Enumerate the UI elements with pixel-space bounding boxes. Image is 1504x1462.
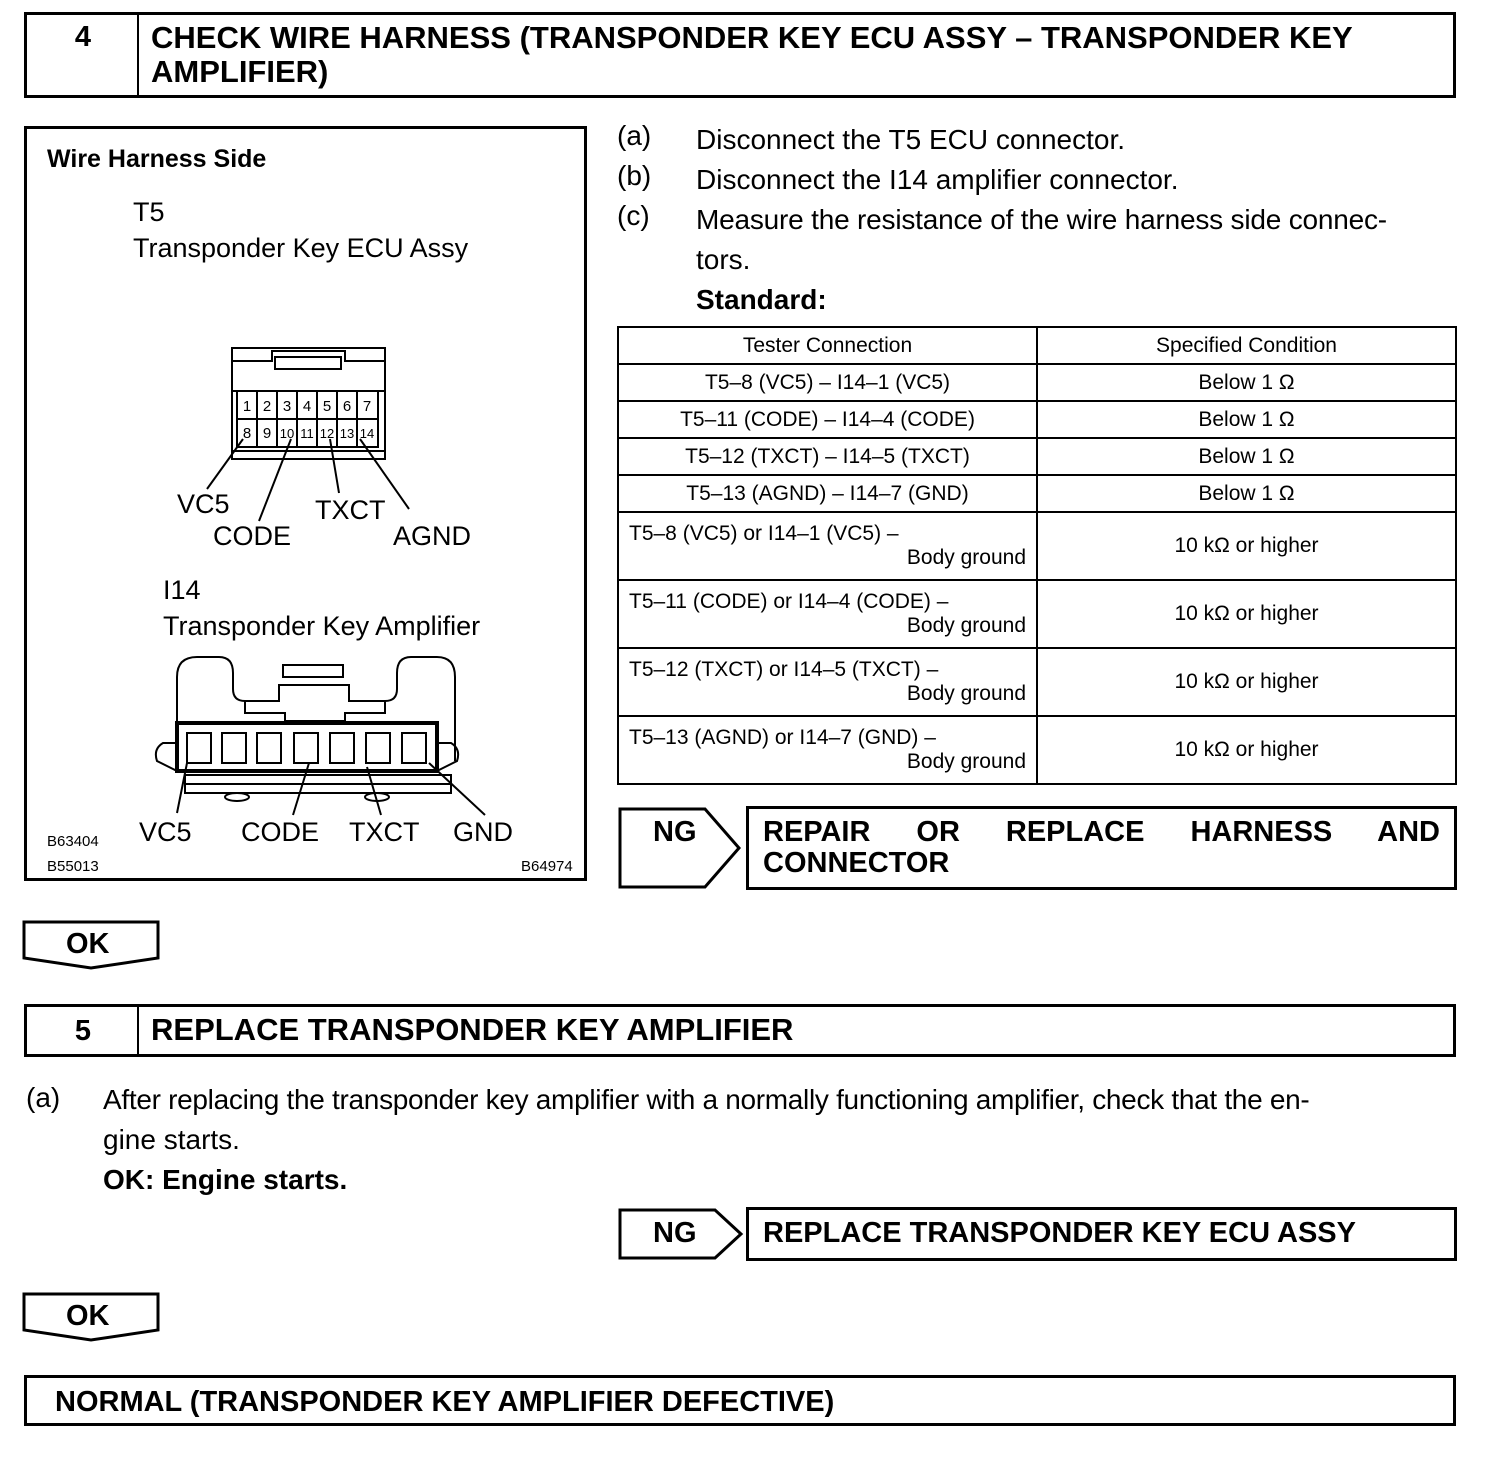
i14-name: Transponder Key Amplifier xyxy=(163,611,481,641)
ng1-label: NG xyxy=(653,816,697,848)
ok1-label: OK xyxy=(66,928,110,960)
row-connection xyxy=(618,512,1037,580)
row-connection xyxy=(618,716,1037,784)
row-connection-a: T5–12 (TXCT) or I14–5 (TXCT) – xyxy=(629,658,939,681)
row-connection: T5–8 (VC5) – I14–1 (VC5) xyxy=(618,364,1037,401)
spec-table xyxy=(617,326,1457,785)
row-condition: Below 1 Ω xyxy=(1037,475,1456,512)
t5-label-txct: TXCT xyxy=(315,495,386,525)
step4-header xyxy=(24,12,1456,98)
row-connection-a: T5–13 (AGND) or I14–7 (GND) – xyxy=(629,726,936,749)
t5-pin-6: 6 xyxy=(342,398,352,415)
final-result-text: NORMAL (TRANSPONDER KEY AMPLIFIER DEFECTIVE) xyxy=(55,1386,835,1418)
step5-number: 5 xyxy=(74,1015,92,1047)
instruction-b-text: Disconnect the I14 amplifier connector. xyxy=(696,164,1179,195)
t5-label-code: CODE xyxy=(213,521,292,551)
row-connection: T5–13 (AGND) – I14–7 (GND) xyxy=(618,475,1037,512)
ng2-result-box: REPLACE TRANSPONDER KEY ECU ASSY xyxy=(746,1207,1457,1261)
row-connection-a: T5–8 (VC5) or I14–1 (VC5) – xyxy=(629,522,899,545)
table-row xyxy=(618,475,1456,512)
t5-pin-14: 14 xyxy=(359,426,375,441)
step5-header xyxy=(24,1004,1456,1057)
row-condition: 10 kΩ or higher xyxy=(1037,512,1456,580)
table-row xyxy=(618,401,1456,438)
table-row xyxy=(618,438,1456,475)
step4-title: CHECK WIRE HARNESS (TRANSPONDER KEY ECU ASSY – TRANSPONDER KEY AMPLIFIER) xyxy=(151,20,1353,89)
row-connection-b: Body ground xyxy=(906,682,1026,705)
table-row xyxy=(618,716,1456,784)
row-condition: 10 kΩ or higher xyxy=(1037,580,1456,648)
t5-pin-11: 11 xyxy=(300,426,314,441)
row-connection-b: Body ground xyxy=(906,614,1026,637)
ref-b63404: B63404 xyxy=(47,833,99,850)
t5-pin-8: 8 xyxy=(242,425,252,442)
row-connection-b: Body ground xyxy=(906,750,1026,773)
wire-harness-diagram xyxy=(24,126,587,881)
t5-pin-2: 2 xyxy=(262,398,272,415)
t5-name: Transponder Key ECU Assy xyxy=(133,233,469,263)
step5-text-line1: After replacing the transponder key amplifier with a normally functioning amplifier, check that the en- xyxy=(103,1084,1310,1115)
t5-pin-10: 10 xyxy=(279,426,295,441)
diagram-heading: Wire Harness Side xyxy=(47,145,267,173)
table-row xyxy=(618,512,1456,580)
ref-b55013: B55013 xyxy=(47,858,99,875)
i14-label-vc5: VC5 xyxy=(139,817,192,847)
instruction-a-letter: (a) xyxy=(617,120,652,151)
instruction-c-text-line2: tors. xyxy=(696,244,751,275)
row-condition: Below 1 Ω xyxy=(1037,438,1456,475)
t5-pin-13: 13 xyxy=(339,426,355,441)
ng1-result-line2: CONNECTOR xyxy=(763,847,950,879)
t5-pin-9: 9 xyxy=(262,425,272,442)
instruction-b-letter: (b) xyxy=(617,160,652,191)
t5-pin-7: 7 xyxy=(362,398,372,415)
row-condition: Below 1 Ω xyxy=(1037,364,1456,401)
t5-pin-1: 1 xyxy=(242,398,252,415)
table-row xyxy=(618,364,1456,401)
ref-b64974: B64974 xyxy=(521,858,573,875)
row-connection xyxy=(618,580,1037,648)
step5-text-line2: gine starts. xyxy=(103,1124,240,1155)
row-condition: 10 kΩ or higher xyxy=(1037,716,1456,784)
header-tester-connection: Tester Connection xyxy=(618,327,1037,364)
t5-pin-3: 3 xyxy=(282,398,292,415)
step5-title: REPLACE TRANSPONDER KEY AMPLIFIER xyxy=(151,1012,794,1047)
row-connection xyxy=(618,648,1037,716)
table-row xyxy=(618,580,1456,648)
step4-divider xyxy=(137,15,139,95)
row-connection-a: T5–11 (CODE) or I14–4 (CODE) – xyxy=(629,590,949,613)
ng1-result-box xyxy=(746,806,1457,890)
step5-divider xyxy=(137,1007,139,1054)
step4-number: 4 xyxy=(74,21,92,53)
i14-label-txct: TXCT xyxy=(349,817,420,847)
row-condition: 10 kΩ or higher xyxy=(1037,648,1456,716)
table-header-row xyxy=(618,327,1456,364)
row-connection-b: Body ground xyxy=(906,546,1026,569)
t5-connector-drawing xyxy=(27,129,584,878)
row-connection: T5–11 (CODE) – I14–4 (CODE) xyxy=(618,401,1037,438)
t5-code: T5 xyxy=(133,197,165,227)
step5-ok-text: OK: Engine starts. xyxy=(103,1164,348,1195)
instruction-c-text-line1: Measure the resistance of the wire harness side connec- xyxy=(696,204,1387,235)
ok2-label: OK xyxy=(66,1300,110,1332)
t5-label-vc5: VC5 xyxy=(177,489,230,519)
i14-code: I14 xyxy=(163,575,201,605)
step5-letter: (a) xyxy=(26,1082,61,1113)
ng2-label: NG xyxy=(653,1217,697,1249)
t5-label-agnd: AGND xyxy=(393,521,472,551)
ng1-result-line1: REPAIR OR REPLACE HARNESS AND xyxy=(763,816,1440,848)
i14-label-gnd: GND xyxy=(453,817,513,847)
header-specified-condition: Specified Condition xyxy=(1037,327,1456,364)
instruction-a-text: Disconnect the T5 ECU connector. xyxy=(696,124,1126,155)
final-result-box xyxy=(24,1375,1456,1426)
row-condition: Below 1 Ω xyxy=(1037,401,1456,438)
t5-pin-5: 5 xyxy=(322,398,332,415)
t5-pin-12: 12 xyxy=(319,426,335,441)
table-row xyxy=(618,648,1456,716)
standard-label: Standard: xyxy=(696,284,827,315)
instruction-c-letter: (c) xyxy=(617,200,650,231)
row-connection: T5–12 (TXCT) – I14–5 (TXCT) xyxy=(618,438,1037,475)
i14-label-code: CODE xyxy=(241,817,320,847)
t5-pin-4: 4 xyxy=(302,398,312,415)
